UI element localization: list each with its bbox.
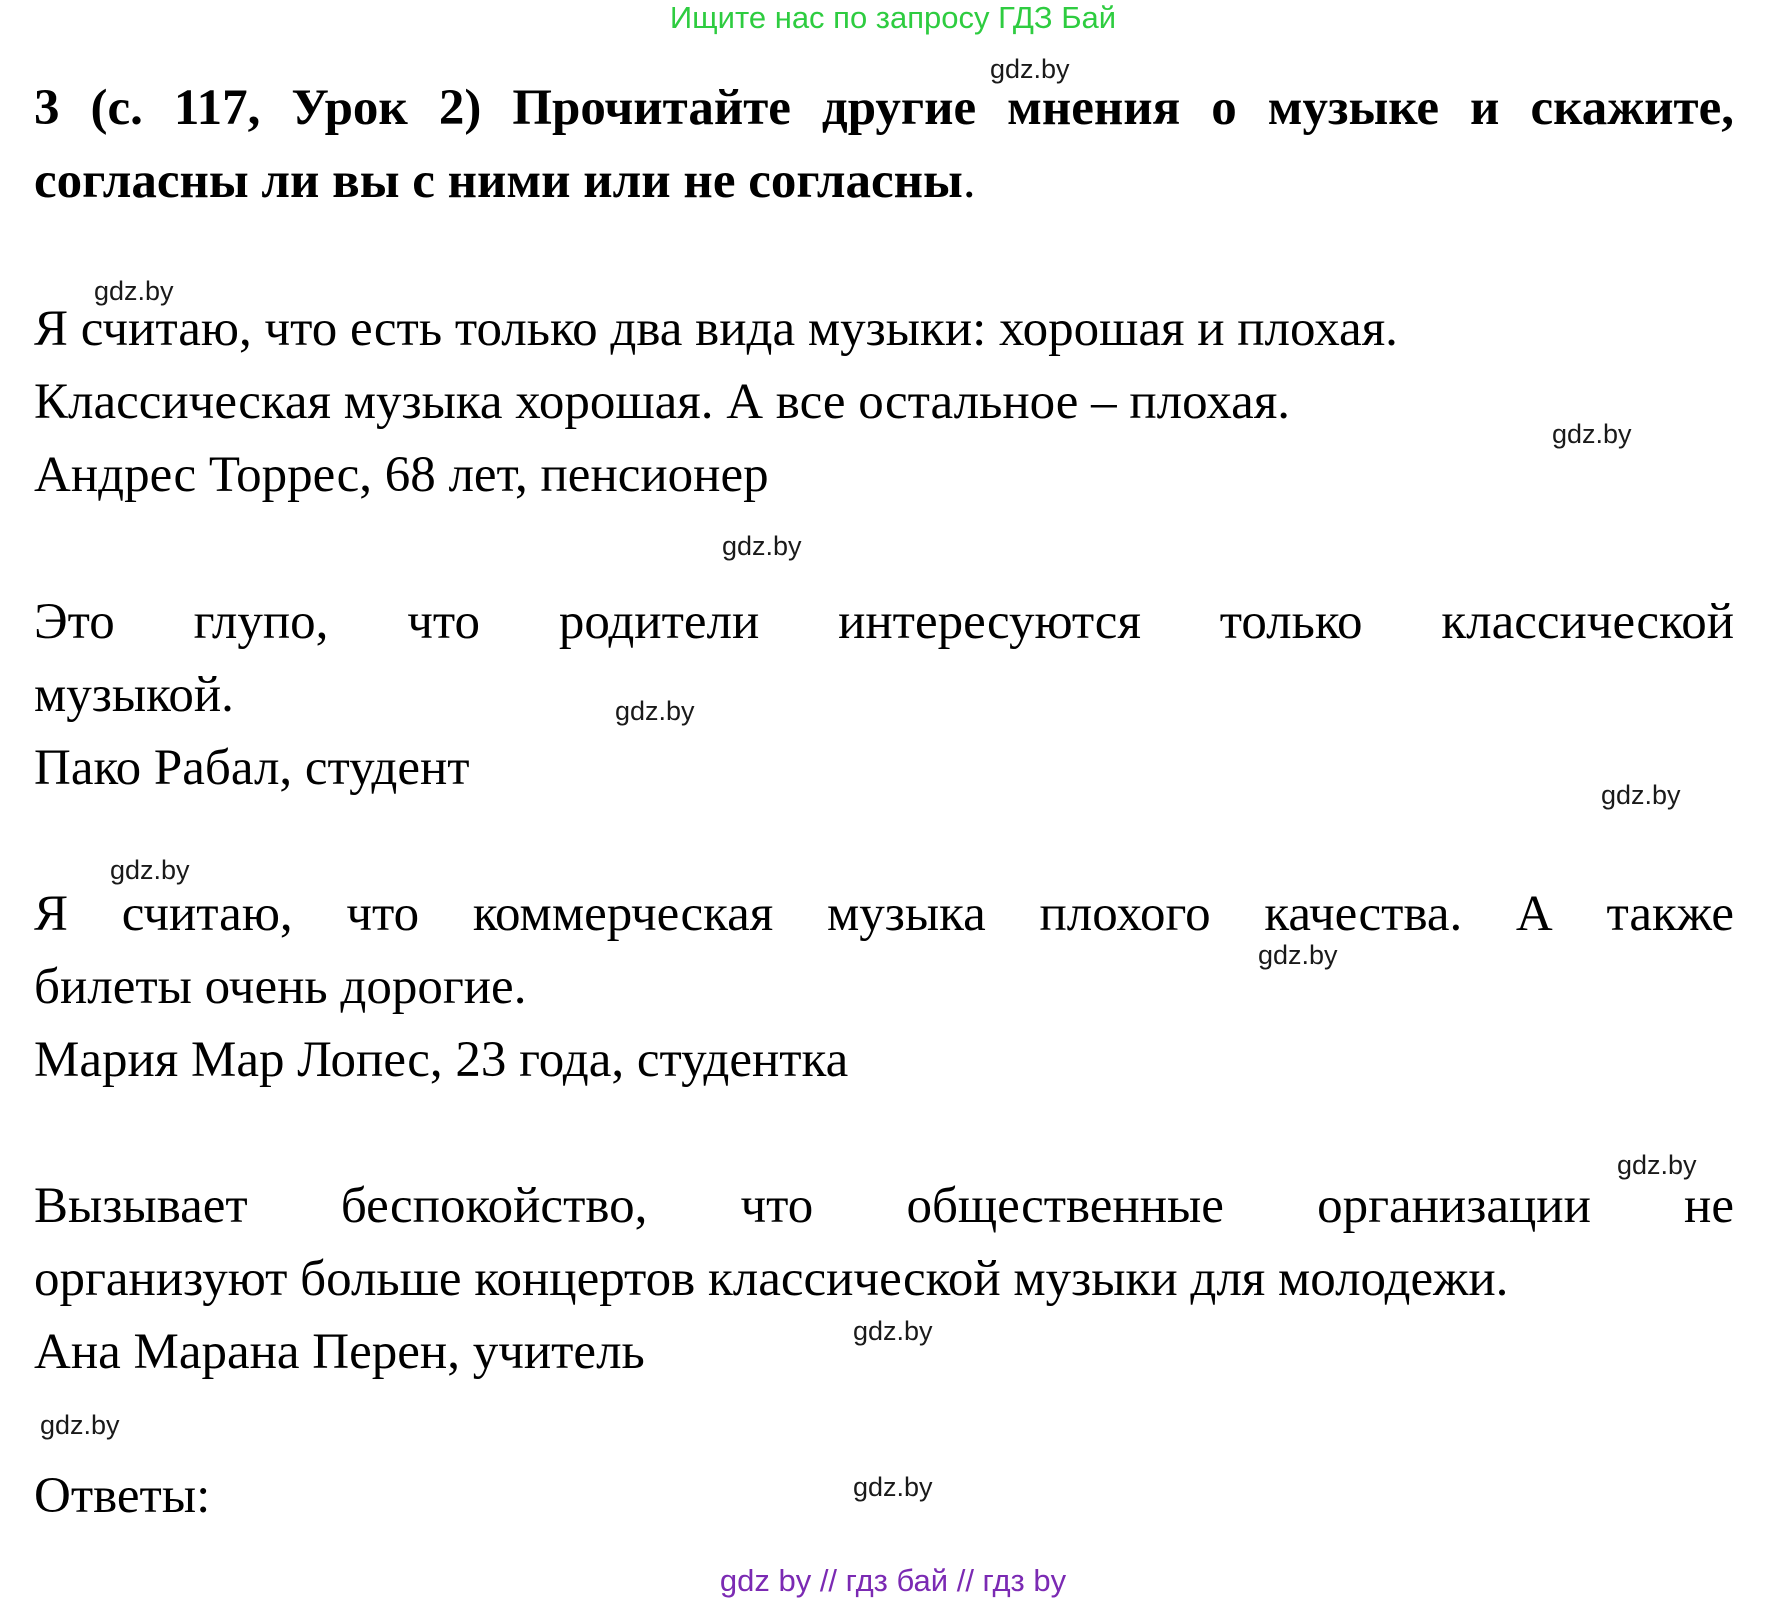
answers-label: Ответы: (34, 1468, 211, 1524)
opinion-3-line-2: билеты очень дорогие. (34, 959, 527, 1015)
watermark: gdz.by (1258, 940, 1338, 970)
opinion-2-author: Пако Рабал, студент (34, 740, 470, 796)
watermark: gdz.by (1601, 780, 1681, 810)
footer-links: gdz by // гдз бай // гдз by (719, 1563, 1067, 1598)
opinion-1-line-1: Я считаю, что есть только два вида музыки: хорошая и плохая. (34, 301, 1398, 357)
opinion-3-line-1: Я считаю, что коммерческая музыка плохого качества. А также (34, 886, 1734, 942)
watermark: gdz.by (722, 531, 802, 561)
opinion-4-line-2: организуют больше концертов классической музыки для молодежи. (34, 1251, 1509, 1307)
opinion-1-line-2: Классическая музыка хорошая. А все остальное – плохая. (34, 374, 1291, 430)
watermark: gdz.by (615, 696, 695, 726)
opinion-4-author: Ана Марана Перен, учитель (34, 1324, 645, 1380)
watermark: gdz.by (853, 1316, 933, 1346)
exercise-heading-text: 3 (с. 117, Урок 2) Прочитайте другие мнения о музыке и скажите, согласны ли вы с ними или не согласны (34, 80, 1734, 209)
watermark: gdz.by (94, 276, 174, 306)
opinion-2-line-1: Это глупо, что родители интересуются только классической (34, 594, 1734, 650)
watermark: gdz.by (1552, 419, 1632, 449)
top-banner: Ищите нас по запросу ГДЗ Бай (669, 0, 1117, 35)
opinion-2-line-2: музыкой. (34, 667, 234, 723)
watermark: gdz.by (853, 1472, 933, 1502)
opinion-3-author: Мария Мар Лопес, 23 года, студентка (34, 1032, 849, 1088)
watermark: gdz.by (1617, 1150, 1697, 1180)
exercise-heading (34, 72, 1734, 218)
exercise-heading-period: . (962, 153, 976, 209)
watermark: gdz.by (990, 54, 1070, 84)
opinion-1-author: Андрес Торрес, 68 лет, пенсионер (34, 447, 769, 503)
opinion-4-line-1: Вызывает беспокойство, что общественные организации не (34, 1178, 1734, 1234)
watermark: gdz.by (40, 1410, 120, 1440)
watermark: gdz.by (110, 855, 190, 885)
